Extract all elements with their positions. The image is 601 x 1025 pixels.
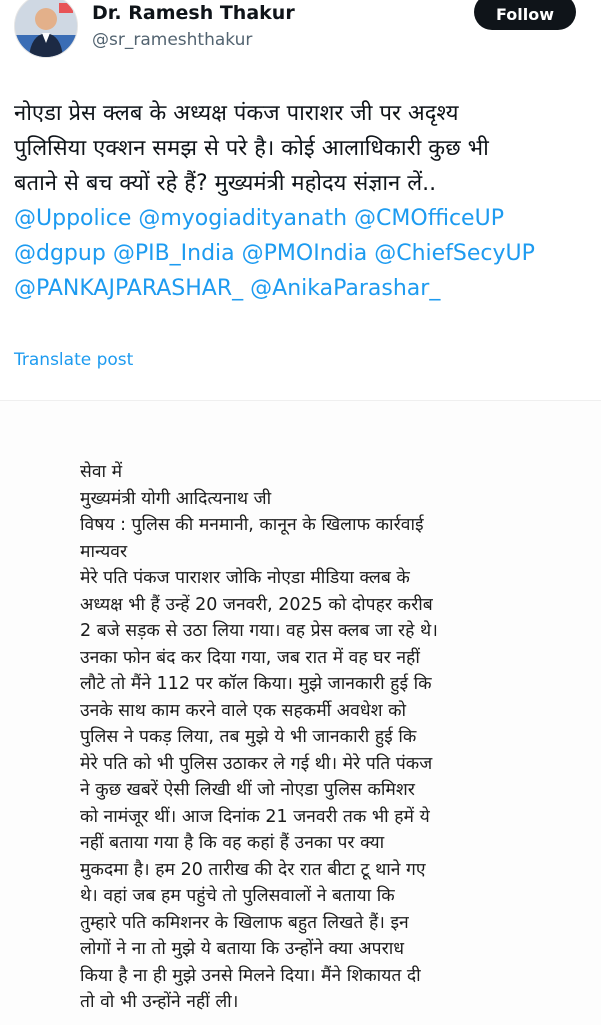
letter-line: तुम्हारे पति कमिशनर के खिलाफ बहुत लिखते हैं। इन [80,912,409,933]
tweet-line: नोएडा प्रेस क्लब के अध्यक्ष पंकज पाराशर जी पर अदृश्य [14,101,459,126]
tweet-text [14,96,589,306]
letter-line: किया है ना ही मुझे उनसे मिलने दिया। मैंने शिकायत दी [80,965,421,986]
letter-text [80,459,580,1016]
letter-line: अध्यक्ष भी हैं उन्हें 20 जनवरी, 2025 को दोपहर करीब [80,594,433,615]
mention-link[interactable]: @ChiefSecyUP [374,241,535,266]
translate-post-link[interactable]: Translate post [14,350,134,370]
mention-link[interactable]: @dgpup [14,241,106,266]
author-name[interactable]: Dr. Ramesh Thakur [92,2,295,24]
mentions-line [14,236,589,271]
follow-button[interactable]: Follow [474,0,576,30]
letter-line: नहीं बताया गया है कि वह कहां हैं उनका पर क्या [80,833,385,853]
letter-line: ने कुछ खबरें ऐसी लिखी थीं जो नोएडा पुलिस कमिशर [80,780,415,800]
avatar-image-icon [15,0,77,57]
author-handle[interactable]: @sr_rameshthakur [92,30,253,50]
tweet-line: पुलिसिया एक्शन समझ से परे है। कोई आलाधिकारी कुछ भी [14,136,489,161]
avatar[interactable] [14,0,78,58]
mention-link[interactable]: @myogiadityanath [138,206,348,231]
letter-line: मेरे पति को भी पुलिस उठाकर ले गई थी। मेरे पति पंकज [80,753,433,774]
mention-link[interactable]: @AnikaParashar_ [250,276,441,301]
attached-image[interactable] [0,400,601,1025]
mention-link[interactable]: @Uppolice [14,206,132,231]
tweet-header [0,0,601,70]
letter-line: उनका फोन बंद कर दिया गया, जब रात में वह घर नहीं [80,647,420,668]
letter-line: थे। वहां जब हम पहुंचे तो पुलिसवालों ने बताया कि [80,886,395,906]
letter-line: मेरे पति पंकज पाराशर जोकि नोएडा मीडिया क्लब के [80,568,410,588]
letter-line: उनके साथ काम करने वाले एक सहकर्मी अवधेश को [80,700,407,721]
letter-line: मुख्यमंत्री योगी आदित्यनाथ जी [80,488,272,509]
mention-link[interactable]: @PIB_India [112,241,235,266]
mention-link[interactable]: @PANKAJPARASHAR_ [14,276,244,301]
letter-line: मान्यवर [80,541,128,562]
letter-line: तो वो भी उन्होंने नहीं ली। [80,992,239,1012]
letter-line: लोगों ने ना तो मुझे ये बताया कि उन्होंने क्या अपराध [80,939,405,959]
mention-link[interactable]: @CMOfficeUP [354,206,504,231]
letter-line: लौटे तो मैंने 112 पर कॉल किया। मुझे जानकारी हुई कि [80,674,432,694]
mentions-line [14,201,589,236]
mention-link[interactable]: @PMOIndia [241,241,368,266]
letter-line: सेवा में [80,462,123,482]
letter-line: 2 बजे सड़क से उठा लिया गया। वह प्रेस क्लब जा रहे थे। [80,621,438,641]
tweet-line: बताने से बच क्यों रहे हैं? मुख्यमंत्री महोदय संज्ञान लें.. [14,171,437,196]
letter-line: विषय : पुलिस की मनमानी, कानून के खिलाफ कार्रवाई [80,515,424,535]
letter-line: को नामंजूर थीं। आज दिनांक 21 जनवरी तक भी हमें ये [80,806,430,827]
letter-line: पुलिस ने पकड़ लिया, तब मुझे ये भी जानकारी हुई कि [80,727,417,747]
mentions-line [14,271,589,306]
letter-line: मुकदमा है। हम 20 तारीख की देर रात बीटा टू थाने गए [80,859,426,880]
